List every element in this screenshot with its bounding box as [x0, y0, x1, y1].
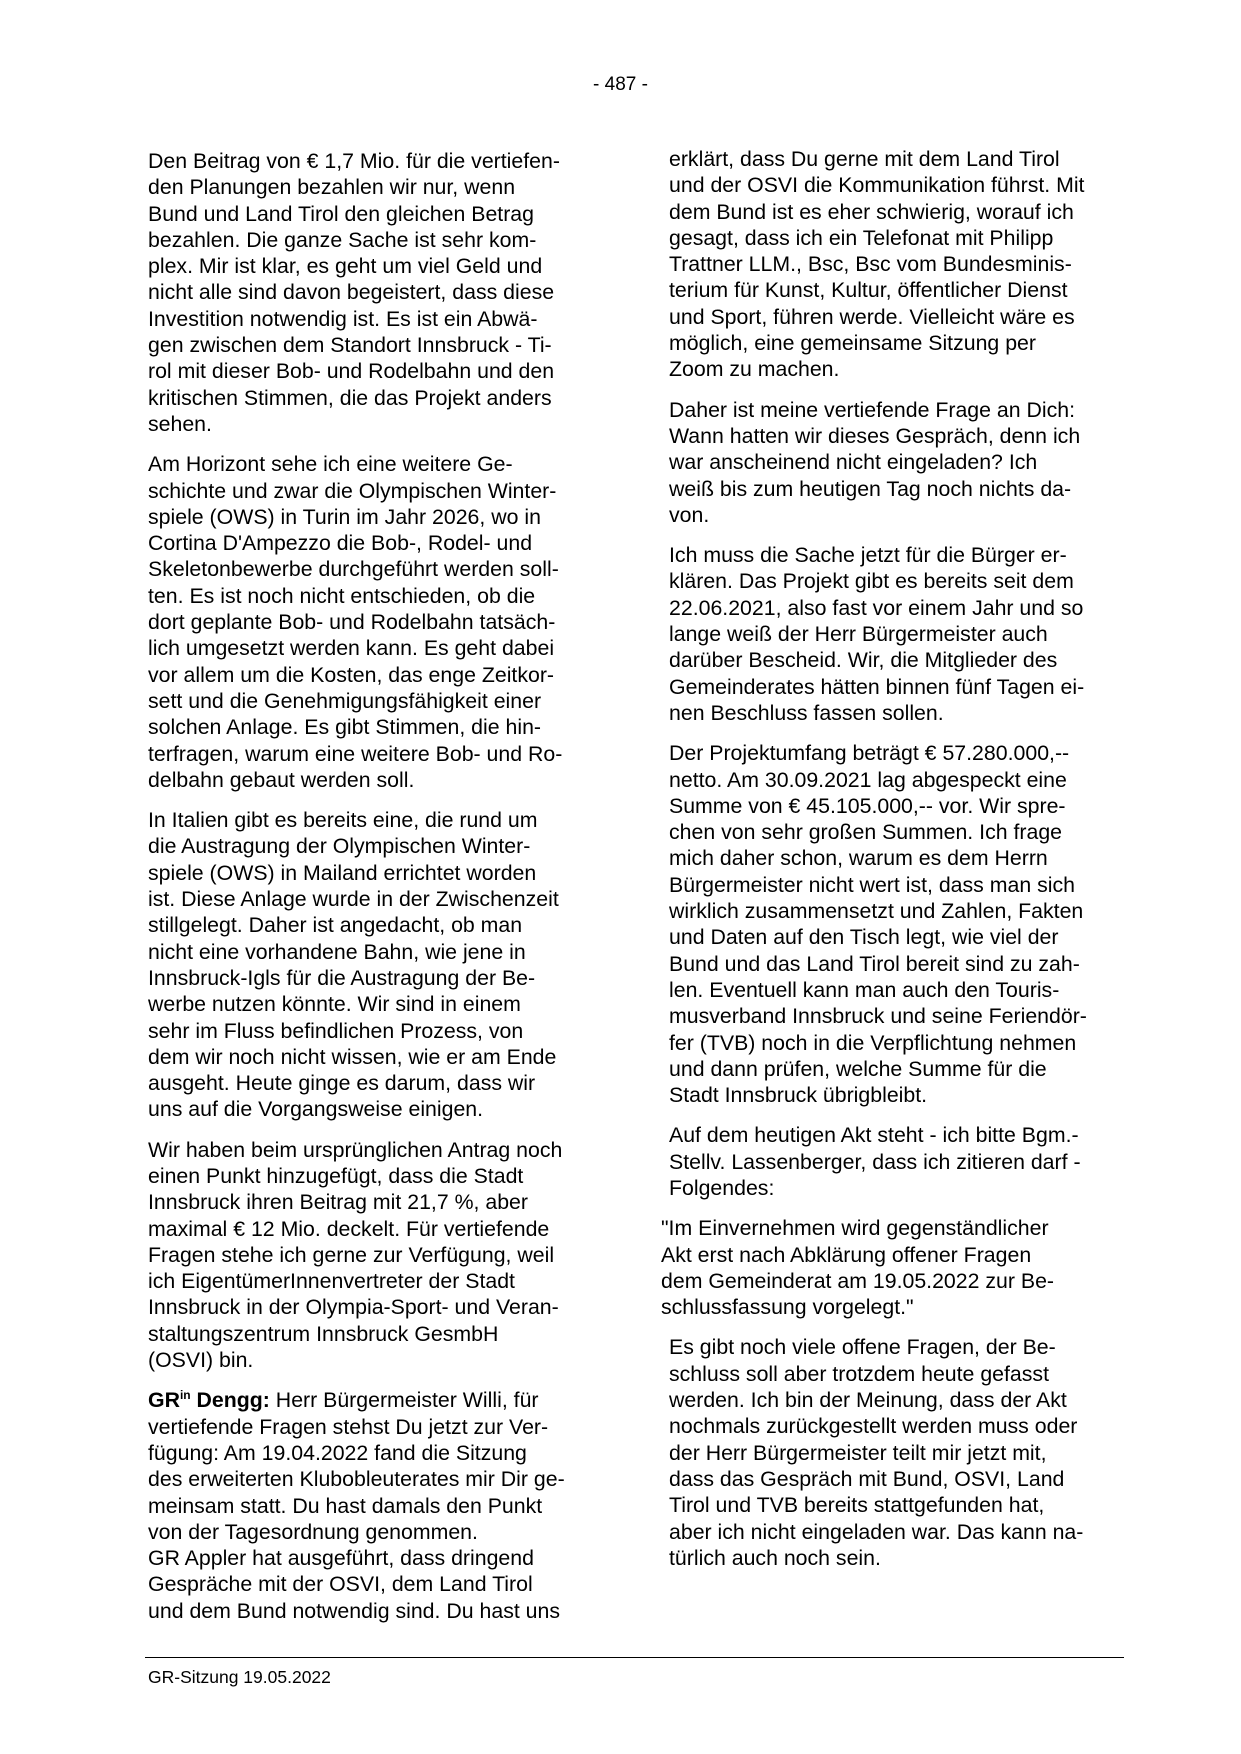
paragraph: Der Projektumfang beträgt € 57.280.000,-- netto. Am 30.09.2021 lag abgespeckt eine Summe von € 45.105.000,-- vor. Wir spre- chen von sehr großen Summen. Ich frage mich daher schon, warum es dem Herrn Bürgermeister nicht wert ist, dass man sich wirklich zusammensetzt und Zahlen, Fakten und Daten auf den Tisch legt, wie viel der Bund und das Land Tirol bereit sind zu zah- len. Eventuell kann man auch den Touris- musverband Innsbruck und seine Feriendör- fer (TVB) noch in die Verpflichtung nehmen und dann prüfen, welche Summe für die Stadt Innsbruck übrigbleibt. [669, 741, 1087, 1108]
footer-session-date: GR-Sitzung 19.05.2022 [148, 1667, 331, 1687]
speaker-title: GR [148, 1388, 180, 1413]
paragraph: Daher ist meine vertiefende Frage an Dich: Wann hatten wir dieses Gespräch, denn ich war anscheinend nicht eingeladen? Ich weiß bis zum heutigen Tag noch nichts da- von. [669, 397, 1081, 527]
paragraph: erklärt, dass Du gerne mit dem Land Tirol und der OSVI die Kommunikation führst. Mit dem Bund ist es eher schwierig, worauf ich gesagt, dass ich ein Telefonat mit Philipp Trattner LLM., Bsc, Bsc vom Bundesminis- terium für Kunst, Kultur, öffentlicher Dienst und Sport, führen werde. Vielleicht wäre es möglich, eine gemeinsame Sitzung per Zoom zu machen. [669, 147, 1085, 382]
speaker-title-suffix: in [179, 1388, 191, 1403]
footer-divider [145, 1657, 1124, 1658]
speaker-statement: Herr Bürgermeister Willi, für vertiefende Fragen stehst Du jetzt zur Ver- fügung: Am 19.04.2022 fand die Sitzung des erweiterten Klubobleuterates mir Dir ge- meinsam statt. Du hast damals den Punkt von der Tagesordnung genommen. GR Appler hat ausgeführt, dass dringend Gespräche mit der OSVI, dem Land Tirol und dem Bund notwendig sind. Du hast uns [148, 1388, 565, 1623]
right-column [661, 146, 1131, 1585]
paragraph: Wir haben beim ursprünglichen Antrag noch einen Punkt hinzugefügt, dass die Stadt Innsbruck ihren Beitrag mit 21,7 %, aber maximal € 12 Mio. deckelt. Für vertiefende Fragen stehe ich gerne zur Verfügung, weil ich EigentümerInnenvertreter der Stadt Innsbruck in der Olympia-Sport- und Veran- staltungszentrum Innsbruck GesmbH (OSVI) bin. [148, 1137, 563, 1373]
page-number: - 487 - [593, 74, 648, 95]
paragraph: Den Beitrag von € 1,7 Mio. für die vertiefen- den Planungen bezahlen wir nur, wenn Bund und Land Tirol den gleichen Betrag bezahlen. Die ganze Sache ist sehr kom- plex. Mir ist klar, es geht um viel Geld und nicht alle sind davon begeistert, dass diese Investition notwendig ist. Es ist ein Abwä- gen zwischen dem Standort Innsbruck - Ti- rol mit dieser Bob- und Rodelbahn und den kritischen Stimmen, die das Projekt anders sehen. [148, 149, 560, 436]
quoted-text: "Im Einvernehmen wird gegenständlicher Akt erst nach Abklärung offener Fragen dem Gemeinderat am 19.05.2022 zur Be- schlussfassung vorgelegt." [661, 1216, 1055, 1320]
speaker-surname: Dengg: [190, 1388, 270, 1413]
speaker-paragraph [148, 1387, 608, 1624]
paragraph: Am Horizont sehe ich eine weitere Ge- schichte und zwar die Olympischen Winter- spiele (OWS) in Turin im Jahr 2026, wo in Cortina D'Ampezzo die Bob-, Rodel- und Skeletonbewerbe durchgeführt werden soll- ten. Es ist noch nicht entschieden, ob die dort geplante Bob- und Rodelbahn tatsäch- lich umgesetzt werden kann. Es geht dabei vor allem um die Kosten, das enge Zeitkor- sett und die Genehmigungsfähigkeit einer solchen Anlage. Es gibt Stimmen, die hin- terfragen, warum eine weitere Bob- und Ro- delbahn gebaut werden soll. [148, 452, 563, 792]
paragraph: Ich muss die Sache jetzt für die Bürger er- klären. Das Projekt gibt es bereits seit dem 22.06.2021, also fast vor einem Jahr und so lange weiß der Herr Bürgermeister auch darüber Bescheid. Wir, die Mitglieder des Gemeinderates hätten binnen fünf Tagen ei- nen Beschluss fassen sollen. [669, 543, 1085, 725]
paragraph: Auf dem heutigen Akt steht - ich bitte Bgm.- Stellv. Lassenberger, dass ich zitieren darf - Folgendes: [669, 1123, 1081, 1200]
paragraph: In Italien gibt es bereits eine, die rund um die Austragung der Olympischen Winter- spiele (OWS) in Mailand errichtet worden ist. Diese Anlage wurde in der Zwischenzeit stillgelegt. Daher ist angedacht, ob man nicht eine vorhandene Bahn, wie jene in Innsbruck-Igls für die Austragung der Be- werbe nutzen könnte. Wir sind in einem sehr im Fluss befindlichen Prozess, von dem wir noch nicht wissen, wie er am Ende ausgeht. Heute ginge es darum, dass wir uns auf die Vorgangsweise einigen. [148, 808, 559, 1122]
speaker-name [148, 1388, 270, 1412]
paragraph: Es gibt noch viele offene Fragen, der Be- schluss soll aber trotzdem heute gefasst werden. Ich bin der Meinung, dass der Akt nochmals zurückgestellt werden muss oder der Herr Bürgermeister teilt mir jetzt mit, dass das Gespräch mit Bund, OSVI, Land Tirol und TVB bereits stattgefunden hat, aber ich nicht eingeladen war. Das kann na- türlich auch noch sein. [669, 1335, 1084, 1570]
left-column [148, 148, 608, 1638]
